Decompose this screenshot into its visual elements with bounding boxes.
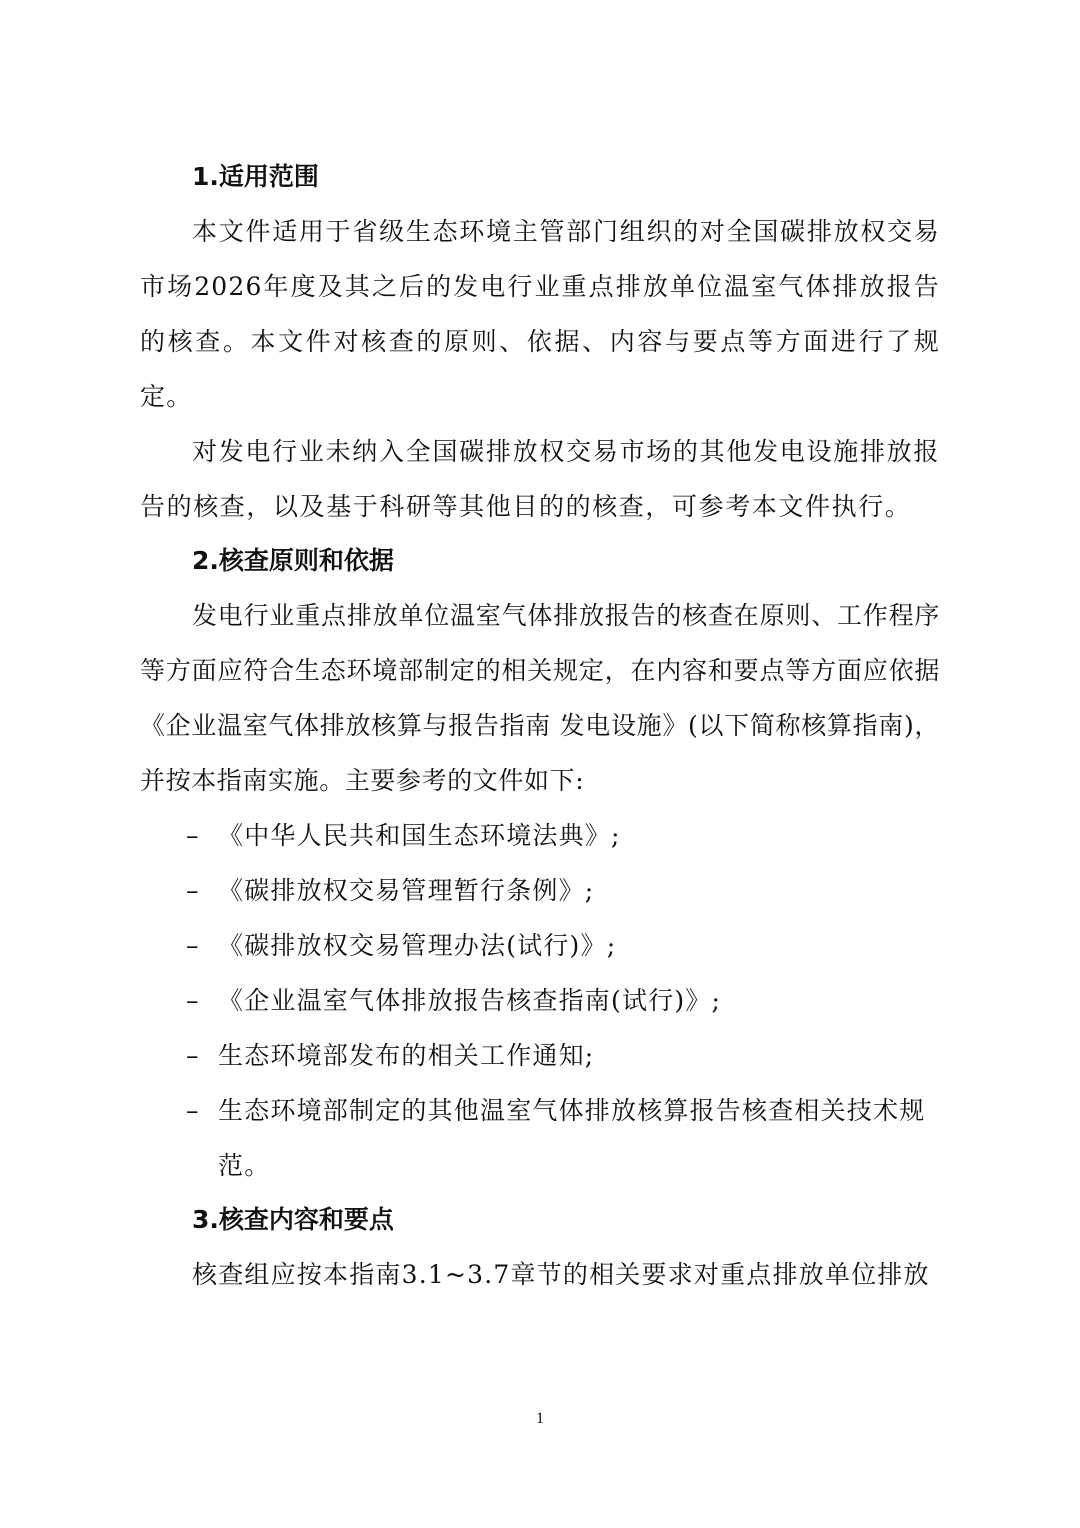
- paragraph-scope-reference: 对发电行业未纳入全国碳排放权交易市场的其他发电设施排放报告的核查，以及基于科研等其他目的的核查，可参考本文件执行。: [140, 437, 940, 521]
- list-item-text: 生态环境部发布的相关工作通知;: [218, 1041, 595, 1070]
- list-item-text: 《企业温室气体排放报告核查指南(试行)》;: [218, 986, 722, 1015]
- list-dash: –: [186, 876, 200, 905]
- section-heading-principles: 2.核查原则和依据: [192, 546, 394, 575]
- list-item-text: 《碳排放权交易管理办法(试行)》;: [218, 931, 617, 960]
- paragraph-principles-basis: 发电行业重点排放单位温室气体排放报告的核查在原则、工作程序等方面应符合生态环境部制定的相关规定，在内容和要点等方面应依据《企业温室气体排放核算与报告指南 发电设施》(以下简称核算指南)，并按本指南实施。主要参考的文件如下:: [140, 601, 940, 795]
- section-heading-scope: 1.适用范围: [192, 162, 319, 191]
- list-item: [140, 918, 940, 973]
- list-dash: –: [186, 1096, 200, 1125]
- list-dash: –: [186, 821, 200, 850]
- paragraph-content-requirements: 核查组应按本指南3.1~3.7章节的相关要求对重点排放单位排放: [192, 1260, 930, 1289]
- list-item: [140, 863, 940, 918]
- list-item: [140, 1083, 940, 1193]
- list-item-text: 《碳排放权交易管理暂行条例》;: [218, 876, 595, 905]
- paragraph-scope-applicability: 本文件适用于省级生态环境主管部门组织的对全国碳排放权交易市场2026年度及其之后的发电行业重点排放单位温室气体排放报告的核查。本文件对核查的原则、依据、内容与要点等方面进行了规定。: [140, 217, 940, 411]
- list-item: [140, 808, 940, 863]
- list-dash: –: [186, 931, 200, 960]
- reference-document-list: [140, 808, 940, 1193]
- list-item-text: 生态环境部制定的其他温室气体排放核算报告核查相关技术规范。: [218, 1096, 926, 1180]
- list-item: [140, 973, 940, 1028]
- list-dash: –: [186, 1041, 200, 1070]
- document-body: [140, 150, 940, 1302]
- page-number: 1: [536, 1410, 544, 1427]
- list-dash: –: [186, 986, 200, 1015]
- list-item: [140, 1028, 940, 1083]
- list-item-text: 《中华人民共和国生态环境法典》;: [218, 821, 621, 850]
- section-heading-content: 3.核查内容和要点: [192, 1205, 394, 1234]
